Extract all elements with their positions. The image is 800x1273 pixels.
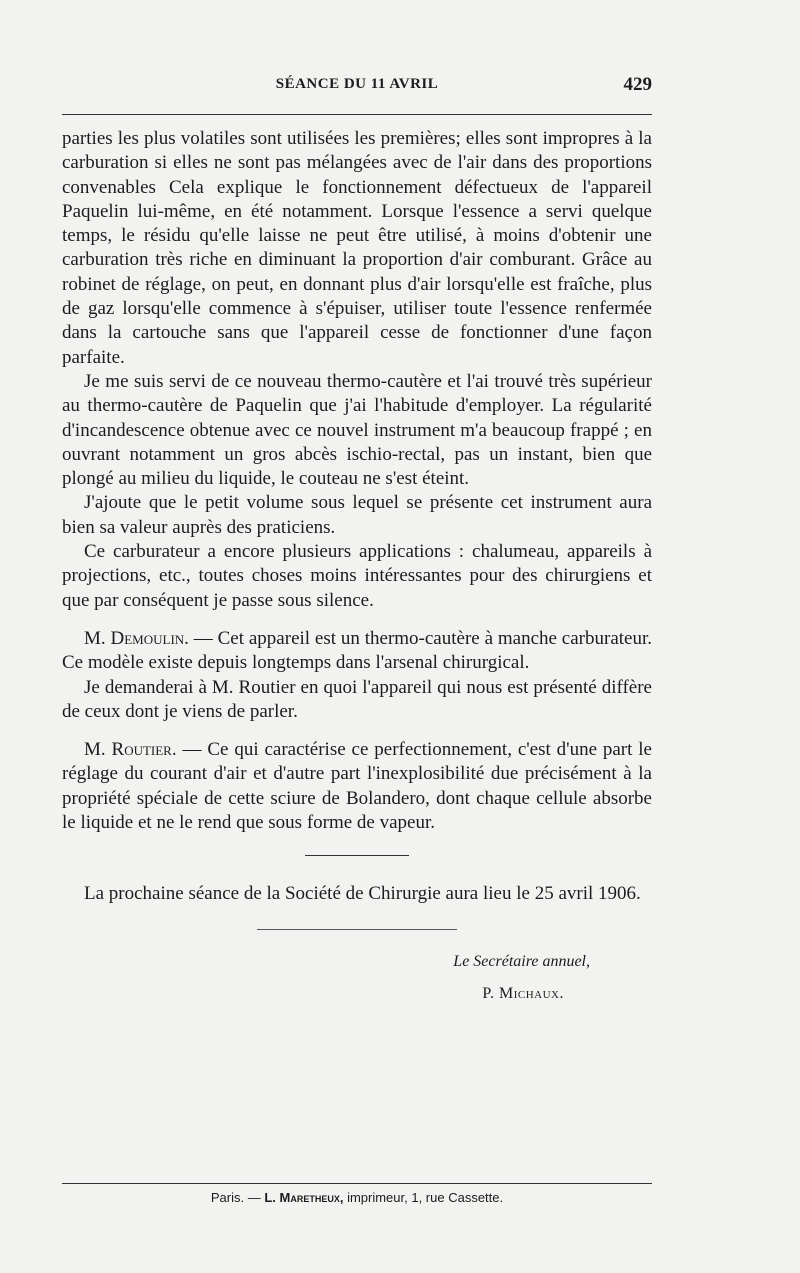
spacer [62, 724, 652, 738]
running-header [62, 76, 652, 100]
printer-footer [62, 1190, 652, 1205]
routier-remark [62, 738, 652, 835]
paragraph-3: J'ajoute que le petit volume sous lequel se présente cet instrument aura bien sa valeur auprès des praticiens. [62, 492, 652, 538]
footer-rule [62, 1183, 652, 1184]
paragraph-4: Ce carburateur a encore plusieurs applications : chalumeau, appareils à projections, etc., toutes choses moins intéressantes pour des chirurgiens et que par conséquent je passe sous silence. [62, 541, 652, 611]
demoulin-prefix: M. [84, 627, 111, 649]
signature-block [62, 950, 590, 1007]
spacer [62, 613, 652, 627]
body-text [62, 127, 652, 1006]
paragraph-1: parties les plus volatiles sont utilisées les premières; elles sont impropres à la carburation si elles ne sont pas mélangées avec de l'air dans des proportions convenables Cela explique le fonctionnement défectueux de l'appareil Paquelin lui-même, en été notamment. Lorsque l'essence a servi quelque temps, le résidu qu'elle laisse ne peut être utilisé, à moins d'obtenir une carburation très riche en diminuant la proportion d'air comburant. Grâce au robinet de réglage, on peut, en donnant plus d'air lorsqu'elle est fraîche, plus de gaz lorsqu'elle commence à s'épuiser, utiliser toute l'essence renfermée dans la cartouche sans que l'appareil cesse de fonctionner d'une façon parfaite. [62, 128, 652, 368]
spacer [62, 856, 652, 882]
page-number: 429 [623, 74, 652, 95]
routier-prefix: M. [84, 739, 112, 761]
signature-role: Le Secrétaire annuel, [453, 952, 590, 970]
signature-name: P. Michaux. [482, 984, 564, 1002]
speaker-routier: Routier. [111, 739, 177, 761]
footer-left: Paris. — [210, 1190, 265, 1205]
header-title: SÉANCE DU 11 AVRIL [275, 76, 439, 92]
footer-printer: L. Maretheux, [264, 1190, 344, 1205]
footer-right: imprimeur, 1, rue Cassette. [343, 1190, 504, 1205]
speaker-demoulin: Demoulin. [110, 627, 189, 649]
header-rule [62, 114, 652, 115]
announcement: La prochaine séance de la Société de Chirurgie aura lieu le 25 avril 1906. [84, 883, 641, 905]
demoulin-followup: Je demanderai à M. Routier en quoi l'appareil qui nous est présenté diffère de ceux dont je viens de parler. [62, 676, 652, 722]
section-divider-2 [257, 929, 457, 930]
demoulin-remark [62, 627, 652, 676]
routier-text: — Ce qui caractérise ce perfectionnement, c'est d'une part le réglage du courant d'air et d'autre part l'inexplosibilité due précisément à la propriété spéciale de cette sciure de Bolandero, dont chaque cellule absorbe le liquide et ne le rend que sous forme de vapeur. [62, 739, 652, 834]
demoulin-text: — Cet appareil est un thermo-cautère à manche carburateur. Ce modèle existe depuis longtemps dans l'arsenal chirurgical. [62, 627, 652, 674]
paragraph-2: Je me suis servi de ce nouveau thermo-cautère et l'ai trouvé très supérieur au thermo-cautère de Paquelin que j'ai l'habitude d'employer. La régularité d'incandescence obtenue avec ce nouvel instrument m'a beaucoup frappé ; en ouvrant notamment un gros abcès ischio-rectal, pas un instant, bien que plongé au milieu du liquide, le couteau ne s'est éteint. [62, 370, 652, 490]
